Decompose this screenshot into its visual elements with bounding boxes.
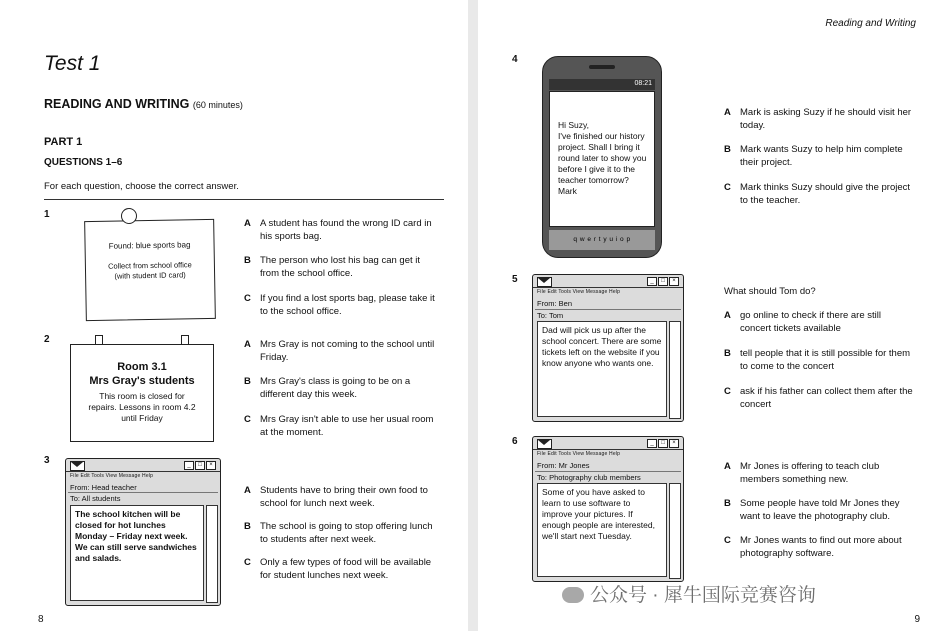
minimize-icon[interactable]: _	[647, 277, 657, 286]
watermark-text: 公众号 · 犀牛国际竞赛咨询	[590, 585, 816, 606]
email-window	[532, 436, 684, 582]
room-notice	[70, 344, 214, 442]
maximize-icon[interactable]: □	[195, 461, 205, 470]
lost-property-notice	[84, 219, 216, 321]
instruction: For each question, choose the correct answer.	[44, 181, 239, 192]
email-to: To: All students	[70, 494, 121, 503]
page-number: 8	[38, 614, 44, 625]
email-body: Dad will pick us up after the school concert. There are some tickets left on the website if you know anyone who wants one.	[537, 321, 667, 417]
notice-text-3: (with student ID card)	[114, 270, 186, 281]
maximize-icon[interactable]: □	[658, 277, 668, 286]
email-from: From: Ben	[537, 299, 573, 308]
smartphone	[542, 56, 662, 258]
email-from: From: Mr Jones	[537, 461, 590, 470]
wechat-icon	[562, 587, 584, 603]
close-icon[interactable]: ×	[669, 439, 679, 448]
menu-bar: File Edit Tools View Message Help	[537, 451, 621, 457]
menu-bar: File Edit Tools View Message Help	[537, 289, 621, 295]
part-heading: PART 1	[44, 136, 83, 148]
room-title: Room 3.1	[117, 361, 167, 373]
divider	[535, 471, 681, 472]
questions-heading: QUESTIONS 1–6	[44, 157, 123, 168]
maximize-icon[interactable]: □	[658, 439, 668, 448]
close-icon[interactable]: ×	[669, 277, 679, 286]
email-body: Some of you have asked to learn to use software to improve your pictures. If enough people are interested, we'll start next Tuesday.	[537, 483, 667, 577]
title-bar	[533, 437, 683, 450]
time-label: 08:21	[634, 80, 652, 87]
section-title: READING AND WRITING	[44, 97, 190, 111]
section-heading	[44, 97, 243, 111]
speaker	[589, 65, 615, 69]
notice-text-1: Found: blue sports bag	[108, 240, 191, 251]
email-to: To: Photography club members	[537, 473, 641, 482]
status-bar	[549, 79, 655, 90]
scrollbar[interactable]	[669, 321, 681, 419]
notice-text-2: Collect from school office	[108, 260, 192, 271]
page-number: 9	[914, 614, 920, 625]
envelope-icon	[537, 277, 552, 287]
room-subtitle: Mrs Gray's students	[89, 375, 195, 387]
title-bar	[66, 459, 220, 472]
question-number: 2	[44, 334, 50, 345]
question-prompt: What should Tom do?	[724, 286, 816, 297]
running-header: Reading and Writing	[825, 18, 916, 29]
message-screen	[549, 91, 655, 227]
envelope-icon	[70, 461, 85, 471]
menu-bar: File Edit Tools View Message Help	[70, 473, 154, 479]
envelope-icon	[537, 439, 552, 449]
right-page: Reading and Writing 4 08:21 Hi Suzy, I've finished our history project. Shall I bring it round later to show you before I give it to the teacher tomorrow? Mark q w e r t y u i o p A Mark is asking Suzy if he should visit her today. B Mark wants Suzy to help him complete their project. C Mark thinks Suzy should give the project to the teacher. 5 _ □ × File Edit Tools View Message Help From: Ben To: Tom Dad will pick us up after the school concert. There are some tickets left on the website if you know anyone who wants one. What should Tom do? A go online to check if there are still concert tickets available B tell people that it is still possible for them to come to the concert C ask if his father can collect them after the concert 6 _ □ × File Edit Tools View Message Help From: Mr Jones To: Photography club members Some of you have asked to learn to use software to improve your pictures. If enough people are interested, we'll start next Tuesday. A Mr Jones is offering to teach club members something new. B Some people have told Mr Jones they want to leave the photography club. C Mr Jones wants to find out more about photography software. 公众号 · 犀牛国际竞赛咨询 9	[478, 0, 946, 631]
email-window	[65, 458, 221, 606]
divider	[44, 199, 444, 200]
question-number: 5	[512, 274, 518, 285]
watermark	[562, 580, 816, 607]
question-number: 4	[512, 54, 518, 65]
close-icon[interactable]: ×	[206, 461, 216, 470]
title-bar	[533, 275, 683, 288]
question-number: 3	[44, 455, 50, 466]
scrollbar[interactable]	[669, 483, 681, 579]
email-to: To: Tom	[537, 311, 564, 320]
message-text: Hi Suzy, I've finished our history project. Shall I bring it round later to show you before I give it to the teacher tomorrow? Mark	[558, 120, 647, 196]
minimize-icon[interactable]: _	[184, 461, 194, 470]
minimize-icon[interactable]: _	[647, 439, 657, 448]
divider	[535, 309, 681, 310]
email-body: The school kitchen will be closed for hot lunches Monday – Friday next week. We can still serve sandwiches and salads.	[70, 505, 204, 601]
email-window	[532, 274, 684, 422]
divider	[68, 492, 218, 493]
test-title: Test 1	[44, 52, 101, 75]
email-from: From: Head teacher	[70, 483, 137, 492]
room-body: This room is closed for repairs. Lessons in room 4.2 until Friday	[88, 391, 196, 423]
keyboard[interactable]: q w e r t y u i o p	[549, 230, 655, 250]
pin-icon	[121, 208, 137, 224]
scrollbar[interactable]	[206, 505, 218, 603]
left-page: Test 1 READING AND WRITING (60 minutes) PART 1 QUESTIONS 1–6 For each question, choose the correct answer. 1 Found: blue sports bag Collect from school office (with student ID card) A A student has found the wrong ID card in his sports bag. B The person who lost his bag can get it from the school office. C If you find a lost sports bag, please take it to the school office. 2 Room 3.1 Mrs Gray's students This room is closed for repairs. Lessons in room 4.2 until Friday A Mrs Gray is not coming to the school until Friday. B Mrs Gray's class is going to be on a different day this week. C Mrs Gray isn't able to use her usual room at the moment. 3 _ □ × File Edit Tools View Message Help From: Head teacher To: All students The school kitchen will be closed for hot lunches Monday – Friday next week. We can still serve sandwiches and salads. A Students have to bring their own food to school for lunch next week. B The school is going to stop offering lunch to students after next week. C Only a few types of food will be available for student lunches next week. 8	[0, 0, 468, 631]
question-number: 6	[512, 436, 518, 447]
section-duration: (60 minutes)	[192, 100, 243, 110]
question-number: 1	[44, 209, 50, 220]
